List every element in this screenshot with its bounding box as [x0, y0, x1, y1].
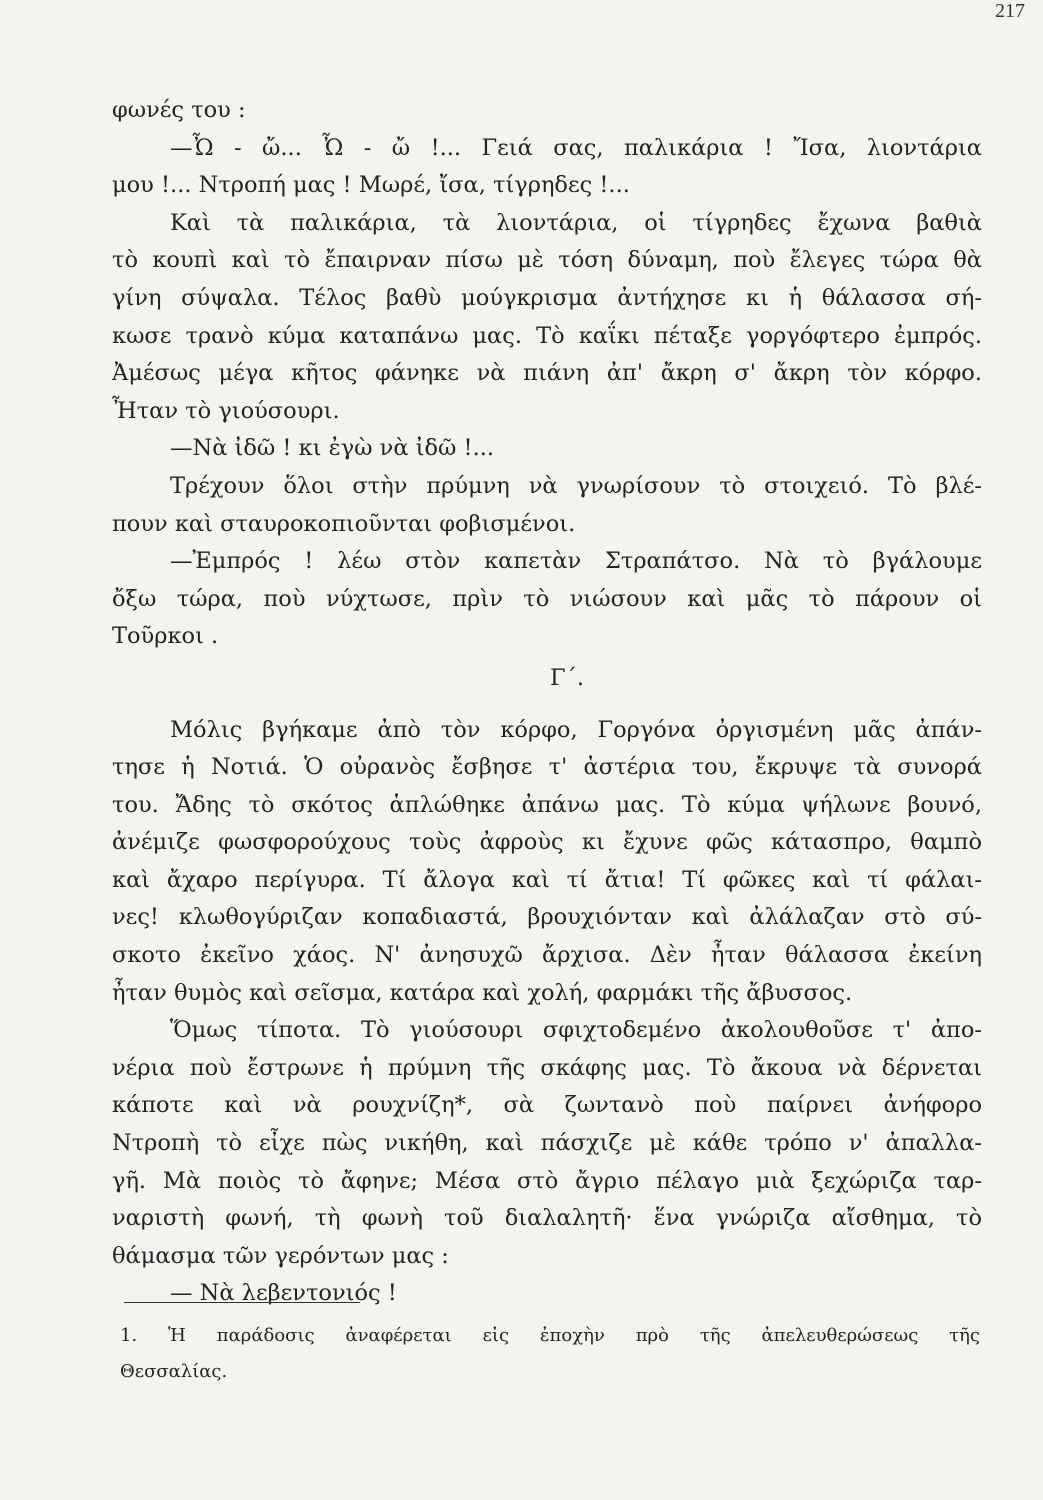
text-line: κάποτε καὶ νὰ ρουχνίζη*, σὰ ζωντανὸ ποὺ παίρνει ἀνήφορο: [112, 1092, 982, 1119]
text-line: —Ἐμπρός ! λέω στὸν καπετὰν Στραπάτσο. Νὰ τὸ βγάλουμε: [170, 548, 982, 575]
text-line: Μόλις βγήκαμε ἀπὸ τὸν κόρφο, Γοργόνα ὀργισμένη μᾶς ἀπάν-: [170, 716, 982, 743]
text-line: ἦταν θυμὸς καὶ σεῖσμα, κατάρα καὶ χολή, φαρμάκι τῆς ἄβυσσος.: [112, 979, 853, 1006]
text-line: μου !... Ντροπή μας ! Μωρέ, ἴσα, τίγρηδες !...: [112, 172, 630, 199]
text-line: Θεσσαλίας.: [120, 1361, 228, 1382]
text-line: Ἀμέσως μέγα κῆτος φάνηκε νὰ πιάνη ἀπ' ἄκρη σ' ἄκρη τὸν κόρφο.: [112, 360, 982, 387]
text-line: ὄξω τώρα, ποὺ νύχτωσε, πρὶν τὸ νιώσουν καὶ μᾶς τὸ πάρουν οἱ: [112, 585, 982, 612]
text-line: γῆ. Μὰ ποιὸς τὸ ἄφηνε; Μέσα στὸ ἄγριο πέλαγο μιὰ ξεχώριζα ταρ-: [112, 1167, 982, 1194]
body-text: [112, 92, 982, 1313]
page-number: 217: [995, 0, 1025, 22]
text-line: σκοτο ἐκεῖνο χάος. Ν' ἀνησυχῶ ἄρχισα. Δὲν ἦταν θάλασσα ἐκείνη: [112, 942, 982, 969]
text-line: Τρέχουν ὅλοι στὴν πρύμνη νὰ γνωρίσουν τὸ στοιχειό. Τὸ βλέ-: [170, 472, 982, 499]
text-line: νες! κλωθογύριζαν κοπαδιαστά, βρουχιόνταν καὶ ἀλάλαζαν στὸ σύ-: [112, 904, 982, 931]
text-line: κωσε τρανὸ κύμα καταπάνω μας. Τὸ καΐκι πέταξε γοργόφτερο ἐμπρός.: [112, 322, 982, 349]
text-line: Καὶ τὰ παλικάρια, τὰ λιοντάρια, οἱ τίγρηδες ἔχωνα βαθιὰ: [170, 209, 982, 236]
text-line: ναριστὴ φωνή, τὴ φωνὴ τοῦ διαλαλητῆ· ἕνα γνώριζα αἴσθημα, τὸ: [112, 1205, 982, 1232]
text-line: Ὅμως τίποτα. Τὸ γιούσουρι σφιχτοδεμένο ἀκολουθοῦσε τ' ἀπο-: [170, 1017, 982, 1044]
text-line: — Νὰ λεβεντονιός !: [170, 1280, 397, 1307]
text-line: —Ὦ - ὤ... Ὦ - ὤ !... Γειά σας, παλικάρια ! Ἴσα, λιοντάρια: [170, 134, 982, 161]
section-marker: Γ΄.: [549, 664, 584, 691]
text-line: πουν καὶ σταυροκοπιοῦνται φοβισμένοι.: [112, 510, 576, 537]
text-line: Ἦταν τὸ γιούσουρι.: [112, 397, 340, 424]
footnote-divider: [124, 1302, 360, 1303]
text-line: τὸ κουπὶ καὶ τὸ ἔπαιρναν πίσω μὲ τόση δύναμη, ποὺ ἔλεγες τώρα θὰ: [112, 247, 982, 274]
footnote: [120, 1318, 980, 1390]
text-line: θάμασμα τῶν γερόντων μας :: [112, 1242, 449, 1269]
passage-after-section: [112, 712, 982, 1314]
text-line: 1. Ἡ παράδοσις ἀναφέρεται εἰς ἐποχὴν πρὸ τῆς ἀπελευθερώσεως τῆς: [120, 1325, 980, 1346]
passage-before-section: [112, 92, 982, 656]
text-line: καὶ ἄχαρο περίγυρα. Τί ἄλογα καὶ τί ἄτια! Τί φῶκες καὶ τί φάλαι-: [112, 866, 982, 893]
text-line: του. Ἄδης τὸ σκότος ἁπλώθηκε ἀπάνω μας. Τὸ κύμα ψήλωνε βουνό,: [112, 791, 982, 818]
text-line: γίνη σύψαλα. Τέλος βαθὺ μούγκρισμα ἀντήχησε κι ἡ θάλασσα σή-: [112, 284, 982, 311]
text-line: νέρια ποὺ ἔστρωνε ἡ πρύμνη τῆς σκάφης μας. Τὸ ἄκουα νὰ δέρνεται: [112, 1054, 982, 1081]
text-line: ἀνέμιζε φωσφορούχους τοὺς ἀφροὺς κι ἔχυνε φῶς κάτασπρο, θαμπὸ: [112, 829, 982, 856]
text-line: τησε ἡ Νοτιά. Ὁ οὐρανὸς ἔσβησε τ' ἀστέρια του, ἔκρυψε τὰ συνορά: [112, 754, 982, 781]
text-line: Τοῦρκοι .: [112, 623, 219, 650]
text-line: —Νὰ ἰδῶ ! κι ἐγὼ νὰ ἰδῶ !...: [170, 435, 495, 462]
text-line: φωνές του :: [112, 97, 246, 123]
text-line: Ντροπὴ τὸ εἶχε πὼς νικήθη, καὶ πάσχιζε μὲ κάθε τρόπο ν' ἀπαλλα-: [112, 1130, 982, 1157]
